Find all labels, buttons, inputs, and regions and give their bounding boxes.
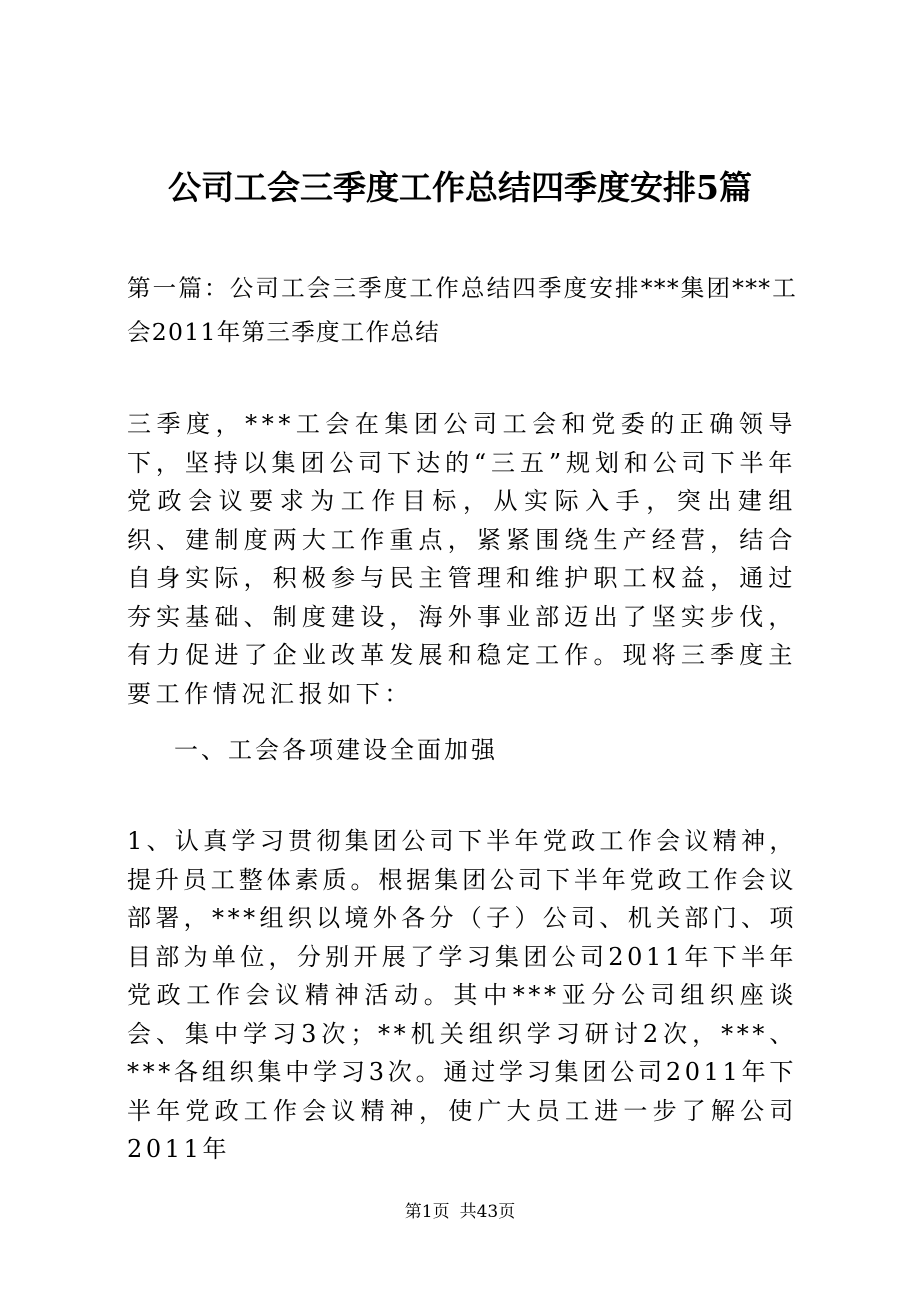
section-heading: 一、工会各项建设全面加强 — [174, 736, 498, 764]
document-title: 公司工会三季度工作总结四季度安排5篇 — [168, 168, 752, 207]
page-footer — [0, 1200, 920, 1224]
body-paragraph-2: 1、认真学习贯彻集团公司下半年党政工作会议精神，提升员工整体素质。根据集团公司下半年党政工作会议部署，***组织以境外各分（子）公司、机关部门、项目部为单位，分别开展了学习集团公司2011年下半年党政工作会议精神活动。其中***亚分公司组织座谈会、集中学习3次；**机关组织学习研讨2次，***、***各组织集中学习3次。通过学习集团公司2011年下半年党政工作会议精神，使广大员工进一步了解公司2011年 — [127, 827, 797, 1163]
body-paragraph-1: 三季度，***工会在集团公司工会和党委的正确领导下，坚持以集团公司下达的“三五”规划和公司下半年党政会议要求为工作目标，从实际入手，突出建组织、建制度两大工作重点，紧紧围绕生产经营，结合自身实际，积极参与民主管理和维护职工权益，通过夯实基础、制度建设，海外事业部迈出了坚实步伐，有力促进了企业改革发展和稳定工作。现将三季度主要工作情况汇报如下： — [127, 410, 797, 708]
page-number-current: 第1页 — [404, 1202, 450, 1222]
chapter-heading: 第一篇：公司工会三季度工作总结四季度安排***集团***工会2011年第三季度工作总结 — [127, 274, 797, 346]
page-number-total: 共43页 — [459, 1202, 516, 1222]
